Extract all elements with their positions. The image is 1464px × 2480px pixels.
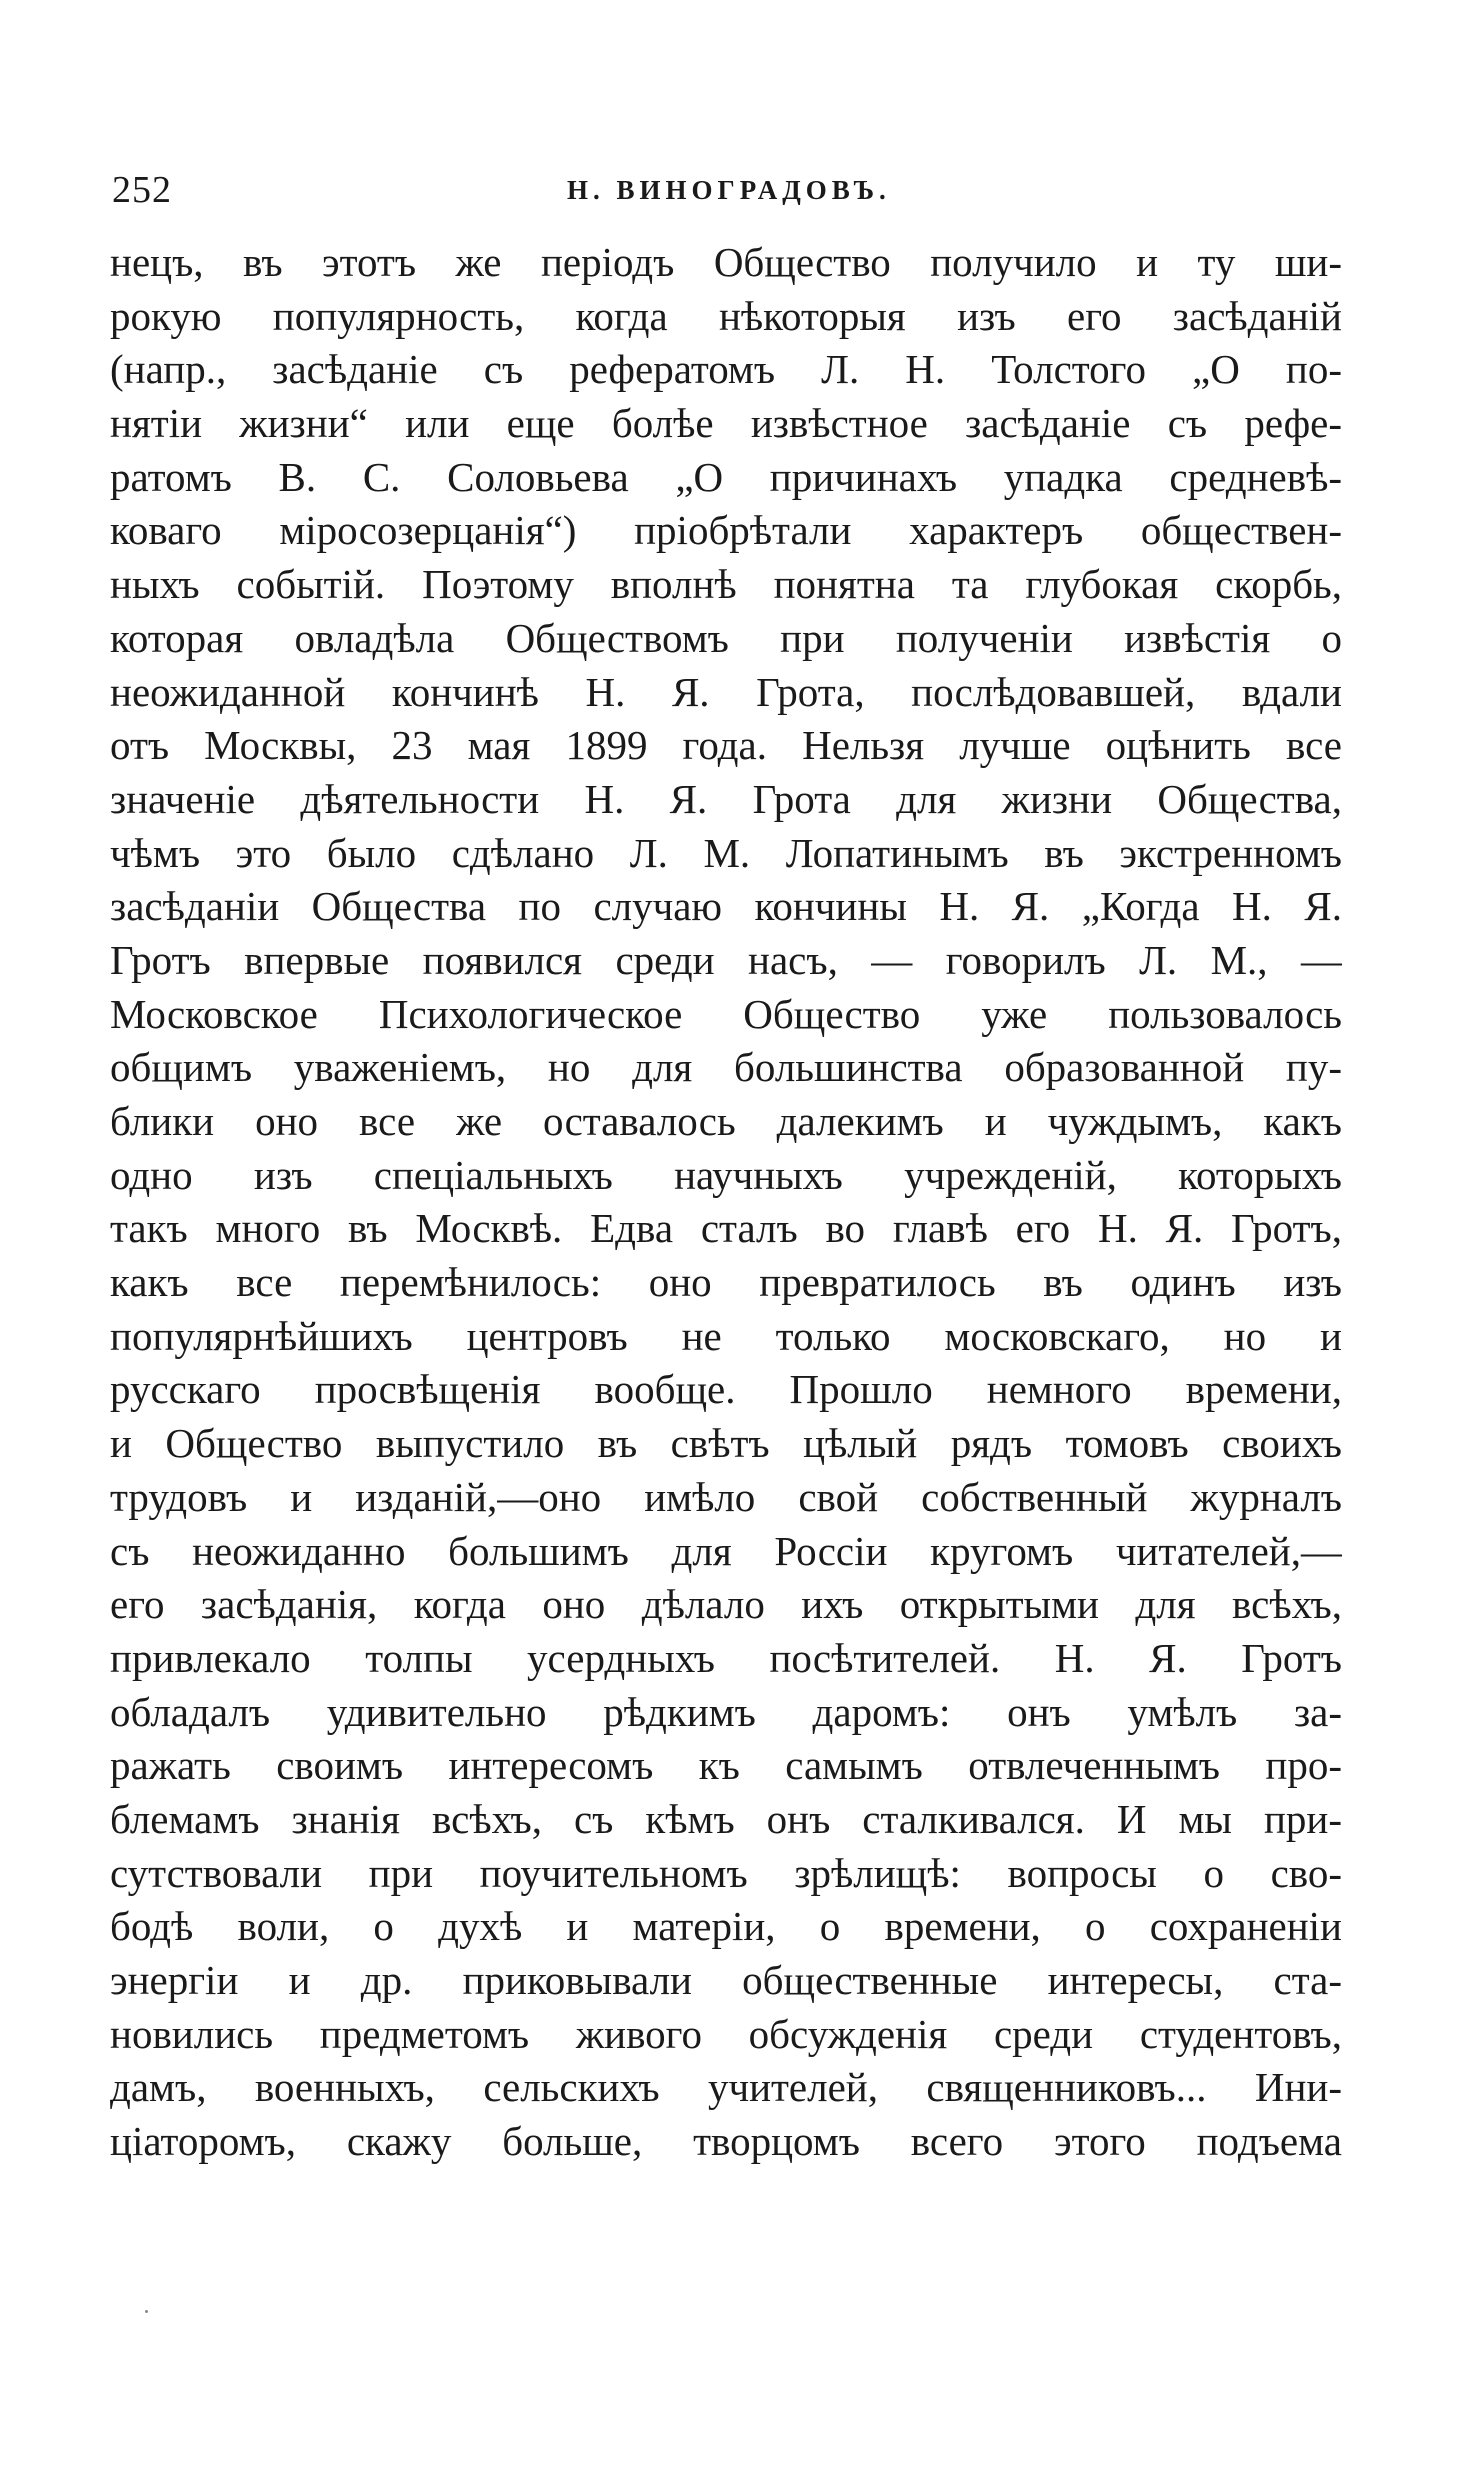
text-line: трудовъ и изданій,—оно имѣло свой собственный журналъ: [110, 1473, 1342, 1520]
running-title: Н. ВИНОГРАДОВЪ.: [567, 175, 891, 205]
text-line: (напр., засѣданіе съ рефератомъ Л. Н. Толстого „О по-: [110, 346, 1342, 393]
text-line: сутствовали при поучительномъ зрѣлищѣ: вопросы о сво-: [110, 1849, 1342, 1896]
text-line: съ неожиданно большимъ для Россіи кругомъ читателей,—: [110, 1527, 1342, 1574]
text-line: бодѣ воли, о духѣ и матеріи, о времени, о сохраненіи: [110, 1903, 1342, 1950]
print-speck: [145, 2310, 148, 2313]
text-line: какъ все перемѣнилось: оно превратилось въ одинъ изъ: [110, 1259, 1342, 1306]
text-line: ныхъ событій. Поэтому вполнѣ понятна та глубокая скорбь,: [110, 561, 1342, 608]
text-line: одно изъ спеціальныхъ научныхъ учрежденій, которыхъ: [110, 1151, 1342, 1198]
text-line: Гротъ впервые появился среди насъ, — говорилъ Л. М., —: [110, 936, 1342, 983]
text-line: нятіи жизни“ или еще болѣе извѣстное засѣданіе съ рефе-: [110, 400, 1342, 447]
text-line: такъ много въ Москвѣ. Едва сталъ во главѣ его Н. Я. Гротъ,: [110, 1205, 1342, 1252]
text-line: нецъ, въ этотъ же періодъ Общество получило и ту ши-: [110, 239, 1342, 285]
text-line: коваго міросозерцанія“) пріобрѣтали характеръ обществен-: [110, 507, 1342, 554]
text-line: общимъ уваженіемъ, но для большинства образованной пу-: [110, 1044, 1342, 1091]
text-line: русскаго просвѣщенія вообще. Прошло немного времени,: [110, 1366, 1342, 1413]
text-line: засѣданіи Общества по случаю кончины Н. Я. „Когда Н. Я.: [110, 883, 1342, 930]
text-line: неожиданной кончинѣ Н. Я. Грота, послѣдовавшей, вдали: [110, 668, 1342, 715]
text-line: ражать своимъ интересомъ къ самымъ отвлеченнымъ про-: [110, 1742, 1342, 1789]
text-line: популярнѣйшихъ центровъ не только московскаго, но и: [110, 1312, 1342, 1359]
text-line: значеніе дѣятельности Н. Я. Грота для жизни Общества,: [110, 775, 1342, 822]
text-line: Московское Психологическое Общество уже пользовалось: [110, 990, 1342, 1037]
text-line: рокую популярность, когда нѣкоторыя изъ его засѣданій: [110, 292, 1342, 339]
text-line: энергіи и др. приковывали общественные интересы, ста-: [110, 1957, 1342, 2003]
text-line: ціаторомъ, скажу больше, творцомъ всего этого подъема: [110, 2118, 1342, 2165]
text-line: отъ Москвы, 23 мая 1899 года. Нельзя лучше оцѣнить все: [110, 722, 1342, 769]
text-line: новились предметомъ живого обсужденія среди студентовъ,: [110, 2010, 1342, 2057]
text-line: и Общество выпустило въ свѣтъ цѣлый рядъ томовъ своихъ: [110, 1420, 1342, 1467]
text-line: которая овладѣла Обществомъ при полученіи извѣстія о: [110, 614, 1342, 661]
body-text: [110, 236, 1342, 2169]
text-line: блемамъ знанія всѣхъ, съ кѣмъ онъ сталкивался. И мы при-: [110, 1795, 1342, 1842]
text-line: дамъ, военныхъ, сельскихъ учителей, священниковъ... Ини-: [110, 2064, 1342, 2111]
page-number: 252: [112, 169, 172, 211]
text-line: блики оно все же оставалось далекимъ и чуждымъ, какъ: [110, 1098, 1342, 1144]
text-line: ратомъ В. С. Соловьева „О причинахъ упадка средневѣ-: [110, 453, 1342, 500]
running-head: [112, 162, 1372, 218]
text-line: его засѣданія, когда оно дѣлало ихъ открытыми для всѣхъ,: [110, 1581, 1342, 1628]
text-line: чѣмъ это было сдѣлано Л. М. Лопатинымъ въ экстренномъ: [110, 829, 1342, 876]
text-line: привлекало толпы усердныхъ посѣтителей. Н. Я. Гротъ: [110, 1634, 1342, 1681]
text-line: обладалъ удивительно рѣдкимъ даромъ: онъ умѣлъ за-: [110, 1688, 1342, 1735]
